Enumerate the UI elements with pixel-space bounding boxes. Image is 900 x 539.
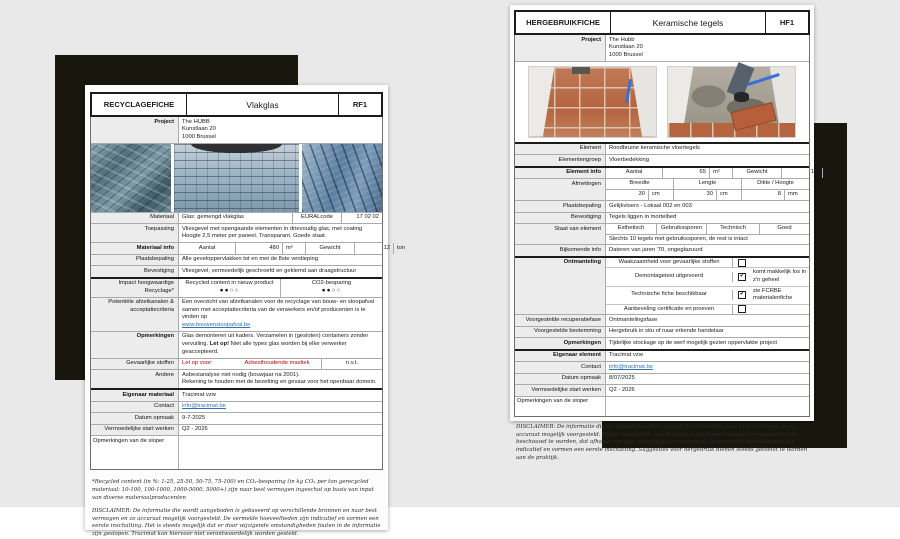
recuperatiefase-label: Voorgestelde recuperatiefase bbox=[515, 315, 606, 326]
check-label: Technische fiche beschikbaar bbox=[606, 290, 733, 300]
gewicht-unit: ton bbox=[393, 243, 408, 254]
dikte-hoogte-header: Dikte / Hoogte bbox=[741, 179, 809, 189]
start-werken-row bbox=[91, 424, 382, 436]
fiche-code-badge: RF1 bbox=[338, 94, 381, 115]
afmetingen-label: Afmetingen bbox=[515, 179, 606, 200]
lengte-unit: cm bbox=[716, 190, 741, 201]
element-info-row bbox=[515, 166, 835, 179]
toepassing-value: Vliesgevel met opengaande elementen in drievoudig glas, met coating Hoogte 2,5 meter per paneel. Transparant. Goede staat. bbox=[179, 224, 382, 242]
eigenaar-value: Tracimat vzw bbox=[179, 390, 382, 401]
dikte-value: 8 bbox=[741, 190, 784, 201]
check-row-demontagetest bbox=[606, 267, 809, 285]
impact-col1-rating: ●●○○ bbox=[219, 287, 240, 295]
start-werken-value: Q2 - 2026 bbox=[606, 385, 809, 396]
ontmanteling-label: Ontmanteling bbox=[515, 258, 606, 314]
opmerkingen-sloper-row bbox=[91, 435, 382, 469]
project-row bbox=[515, 35, 809, 61]
lengte-header: Lengte bbox=[673, 179, 741, 189]
opmerkingen-sloper-row bbox=[515, 396, 809, 416]
element-row bbox=[515, 142, 809, 155]
datum-opmaak-row bbox=[91, 412, 382, 424]
start-werken-row bbox=[515, 384, 809, 396]
eigenaar-label: Eigenaar materiaal bbox=[91, 390, 179, 401]
warn-value: Asbesthoudende mastiek bbox=[244, 360, 310, 367]
warn-status: n.v.t. bbox=[321, 359, 382, 370]
impact-col2-title: CO2-besparing bbox=[311, 279, 352, 286]
eigenaar-value: Tracimat vzw bbox=[606, 351, 809, 362]
fiche-type-label: RECYCLAGEFICHE bbox=[92, 94, 187, 115]
aantal-unit: m² bbox=[282, 243, 305, 254]
datum-opmaak-row bbox=[515, 373, 809, 385]
aantal-value: 480 bbox=[235, 243, 282, 254]
impact-col-co2 bbox=[280, 279, 382, 297]
gewicht-label: Gewicht bbox=[305, 243, 355, 254]
materiaal-row bbox=[91, 212, 382, 224]
photo-ceramic-tile-floor bbox=[528, 66, 657, 138]
afzetkanalen-text: Een overzicht van afzetkanalen voor de recyclage van bouw- en sloopafval samen met acceptatiecriteria van de verwerkers en/of producenten is te vinden op bbox=[182, 299, 375, 321]
staat-note: Slechts 10 tegels met gebruikssporen, de rest is intact bbox=[609, 235, 748, 242]
recycled-content-footnote: *Recycled content (in %: 1-25, 25-50, 50-75, 75-100) en CO₂-besparing (in kg CO₂ per ton gerecycled materiaal: 10-100, 100-1000, 1000-5000, 5000+) zijn naar best vermogen ingeschat op basis van input van diverse materiaalproducenten bbox=[92, 479, 374, 501]
opmerkingen-text-bold: Let op! bbox=[209, 341, 230, 347]
photo-glass-facade-low-angle bbox=[174, 144, 299, 212]
recuperatiefase-value: Ontmantelingsfase bbox=[606, 315, 809, 326]
check-label: Waakzaamheid voor gevaarlijke stoffen bbox=[606, 258, 733, 268]
project-row bbox=[91, 117, 382, 143]
door-gap bbox=[572, 67, 590, 74]
project-street: Kunstlaan 20 bbox=[609, 44, 643, 51]
dikte-unit: mm bbox=[784, 190, 809, 201]
element-value: Roodbruine keramische vloertegels bbox=[606, 144, 809, 155]
photo-strip bbox=[515, 61, 809, 142]
warn-label: Let op voor: bbox=[182, 360, 213, 367]
contact-row bbox=[91, 401, 382, 413]
euralcode-value: 17 02 02 bbox=[356, 214, 379, 221]
lengte-value: 30 bbox=[673, 190, 716, 201]
opmerkingen-sloper-label: Opmerkingen van de sloper bbox=[91, 436, 179, 469]
check-row-gevaarlijke-stoffen bbox=[606, 258, 809, 268]
fiche-type-label: HERGEBRUIKFICHE bbox=[516, 12, 611, 33]
project-city: 1000 Brussel bbox=[609, 51, 643, 58]
recuperatiefase-row bbox=[515, 314, 809, 326]
opmerkingen-value: Tijdelijke stockage op de werf mogelijk gezien oppervlakte project bbox=[606, 338, 809, 349]
bestemming-row bbox=[515, 326, 809, 338]
datum-opmaak-label: Datum opmaak bbox=[515, 374, 606, 385]
materiaal-value: Glas: gemengd vlakglas bbox=[182, 214, 244, 221]
afzetkanalen-value bbox=[179, 298, 382, 331]
datum-opmaak-value: 9-7-2025 bbox=[179, 413, 382, 424]
andere-line1: Asbestanalyse niet nodig (bouwjaar na 2001). bbox=[182, 371, 300, 378]
check-note bbox=[751, 308, 809, 310]
toepassing-row bbox=[91, 223, 382, 242]
checkbox-unchecked[interactable] bbox=[738, 259, 746, 267]
esthetisch-value: Gebruikssporen bbox=[656, 224, 706, 234]
bevestiging-label: Bevestiging bbox=[515, 213, 606, 224]
staat-label: Staat van element bbox=[515, 224, 606, 244]
opmerkingen-row bbox=[91, 331, 382, 358]
bevestiging-row bbox=[515, 212, 809, 224]
materiaal-info-label: Materiaal info bbox=[91, 243, 179, 254]
opmerkingen-text-after: Niet alle types glas worden bij elke verwerker geaccepteerd. bbox=[182, 341, 347, 355]
contact-email-link[interactable]: info@tracimat.be bbox=[609, 363, 653, 370]
elementengroep-value: Vloerbedekking bbox=[606, 155, 809, 166]
checkbox-checked[interactable]: ✔ bbox=[739, 273, 745, 280]
technisch-label: Technisch bbox=[706, 224, 759, 234]
eigenaar-row bbox=[515, 349, 809, 362]
breedte-unit: cm bbox=[648, 190, 673, 201]
project-name: The HUBB bbox=[182, 118, 210, 125]
check-label: Aanbeveling certificatie en proeven bbox=[606, 305, 733, 315]
plaatsbepaling-value: Alle geveloppervlakken tot en met de 8ste verdieping bbox=[179, 255, 382, 266]
andere-value bbox=[179, 370, 382, 388]
plaatsbepaling-value: Gelijkvloers - Lokaal 002 en 003 bbox=[606, 201, 809, 212]
andere-label: Andere bbox=[91, 370, 179, 388]
plaatsbepaling-row bbox=[515, 200, 809, 212]
elementengroep-label: Elementengroep bbox=[515, 155, 606, 166]
recyclagefiche-card bbox=[85, 85, 406, 538]
fiche-title: Keramische tegels bbox=[652, 17, 724, 28]
worker-glove bbox=[734, 92, 749, 102]
aantal-value: 65 bbox=[662, 168, 709, 179]
materiaal-info-row bbox=[91, 242, 406, 254]
check-label: Demontagetest uitgevoerd bbox=[606, 272, 733, 282]
check-note: zie FCRBE materialenfiche bbox=[753, 287, 793, 302]
fiche-code-badge: HF1 bbox=[765, 12, 808, 33]
hergebruikfiche-table bbox=[514, 35, 835, 417]
project-label: Project bbox=[91, 117, 179, 143]
breedte-value: 30 bbox=[638, 191, 645, 198]
blue-tape bbox=[625, 79, 632, 103]
opmerkingen-row bbox=[515, 337, 809, 349]
bevestiging-row bbox=[91, 265, 382, 277]
elementengroep-row bbox=[515, 154, 809, 166]
check-row-certificatie bbox=[606, 304, 809, 315]
project-city: 1000 Brussel bbox=[182, 133, 216, 140]
materiaal-label: Materiaal bbox=[91, 213, 179, 224]
eigenaar-row bbox=[91, 388, 382, 401]
opmerkingen-value bbox=[179, 332, 382, 358]
aantal-unit: m² bbox=[709, 168, 732, 179]
bijkomende-info-label: Bijkomende info bbox=[515, 245, 606, 256]
gewicht-unit: ton bbox=[822, 168, 837, 179]
project-value bbox=[606, 35, 809, 61]
gevaarlijke-stoffen-row bbox=[91, 358, 382, 370]
project-label: Project bbox=[515, 35, 606, 61]
wall-right bbox=[631, 67, 656, 137]
checkbox-unchecked[interactable] bbox=[738, 305, 746, 313]
bevestiging-value: Tegels liggen in mortelbed bbox=[606, 213, 809, 224]
opmerkingen-sloper-value[interactable] bbox=[606, 397, 809, 416]
toepassing-label: Toepassing bbox=[91, 224, 179, 242]
plaatsbepaling-row bbox=[91, 254, 382, 266]
datum-opmaak-value: 8/07/2025 bbox=[606, 374, 809, 385]
element-label: Element bbox=[515, 144, 606, 155]
afzetkanalen-link[interactable]: www.bouwensloopafval.be bbox=[182, 321, 251, 328]
remaining-tiles bbox=[668, 123, 795, 137]
checkbox-checked[interactable]: ✔ bbox=[739, 291, 745, 298]
esthetisch-label: Esthetisch bbox=[617, 225, 645, 232]
impact-col2-rating: ●●○○ bbox=[321, 287, 342, 295]
plaatsbepaling-label: Plaatsbepaling bbox=[91, 255, 179, 266]
impact-row bbox=[91, 277, 382, 297]
bevestiging-value: Vliesgevel, vermoedelijk geschroefd en geklemd aan draagstructuur bbox=[179, 266, 382, 277]
start-werken-label: Vermoedelijke start werken bbox=[91, 425, 179, 436]
andere-line2: Rekening te houden met de bezetting en gevaar voor het openbaar domein. bbox=[182, 379, 377, 386]
contact-label: Contact bbox=[515, 362, 606, 373]
gewicht-value: 1.3 bbox=[810, 169, 819, 176]
check-note: komt makkelijk los in z'n geheel bbox=[753, 269, 807, 283]
start-werken-value: Q2 - 2026 bbox=[179, 425, 382, 436]
contact-email-link[interactable]: info@tracimat.be bbox=[182, 403, 226, 410]
photo-glass-facade-detail bbox=[302, 144, 382, 212]
hergebruikfiche-card bbox=[510, 5, 835, 462]
afzetkanalen-label: Potentiële afzetkanalen & acceptatiecriteria bbox=[91, 298, 179, 331]
opmerkingen-sloper-label: Opmerkingen van de sloper bbox=[515, 397, 606, 416]
afzetkanalen-row bbox=[91, 297, 382, 331]
opmerkingen-label: Opmerkingen bbox=[515, 338, 606, 349]
recyclagefiche-header bbox=[90, 92, 383, 117]
impact-col-recycled-content bbox=[179, 279, 280, 297]
recyclagefiche-disclaimer: DISCLAIMER: De informatie die wordt aangeboden is gebaseerd op verschillende bronnen en naar best vermogen en zo accuraat mogelijk voorgesteld. De vermelde hoeveelheden zijn indicatief en vormen een eerste inschatting. Het is steeds mogelijk dat er door wijzigende omstandigheden fouten in de informatie zijn geslopen. Tracimat kan hiervoor niet verantwoordelijk worden gesteld. bbox=[92, 507, 381, 538]
opmerkingen-sloper-value[interactable] bbox=[179, 436, 382, 469]
project-name: The Hubb bbox=[609, 36, 635, 43]
bijkomende-info-row bbox=[515, 244, 809, 256]
gewicht-value: 12 bbox=[383, 244, 390, 251]
photo-tile-removal-by-hand bbox=[667, 66, 796, 138]
gewicht-label: Gewicht bbox=[732, 168, 782, 179]
bestemming-label: Voorgestelde bestemming bbox=[515, 327, 606, 338]
afmetingen-row bbox=[515, 178, 809, 200]
technisch-value: Goed bbox=[759, 224, 809, 234]
andere-row bbox=[91, 369, 382, 388]
staat-row bbox=[515, 223, 809, 244]
bestemming-value: Hergebruik in situ of naar erkende handelaar bbox=[606, 327, 809, 338]
element-info-label: Element info bbox=[515, 168, 606, 179]
bijkomende-info-value: Dateren van jaren '70, ongeglazuurd bbox=[606, 245, 809, 256]
gevaarlijke-stoffen-label: Gevaarlijke stoffen bbox=[91, 359, 179, 370]
aantal-label: Aantal bbox=[625, 169, 643, 176]
photo-broken-glass-shards bbox=[91, 144, 171, 212]
datum-opmaak-label: Datum opmaak bbox=[91, 413, 179, 424]
eigenaar-label: Eigenaar element bbox=[515, 351, 606, 362]
recyclagefiche-table bbox=[90, 117, 406, 470]
contact-label: Contact bbox=[91, 402, 179, 413]
hergebruikfiche-header bbox=[514, 10, 810, 35]
bevestiging-label: Bevestiging bbox=[91, 266, 179, 277]
photo-strip bbox=[91, 143, 382, 212]
aantal-label: Aantal bbox=[198, 244, 216, 251]
project-value bbox=[179, 117, 382, 143]
euralcode-label: EURALcode bbox=[292, 213, 342, 224]
impact-label: Impact hoogwaardige Recyclage* bbox=[91, 279, 179, 297]
fiche-title: Vlakglas bbox=[246, 99, 279, 110]
hergebruikfiche-disclaimer: DISCLAIMER: De informatie die de sloopdeskundige op de fiche vermeld is naar best vermogen en zo accuraat mogelijk voorgesteld. Bij het hergebruik van materialen dient een bepaald verliespercentage beschouwd te worden, dat afhangt van type bevestiging en materiaal. De vermelde hoeveelheden zijn indicatief en vormen een eerste inschatting. Suggesties voor hergebruik dienen steeds getoetst te worden aan de praktijk. bbox=[516, 423, 808, 462]
start-werken-label: Vermoedelijke start werken bbox=[515, 385, 606, 396]
opmerkingen-label: Opmerkingen bbox=[91, 332, 179, 358]
breedte-header: Breedte bbox=[629, 180, 650, 187]
ontmanteling-row bbox=[515, 256, 809, 314]
plaatsbepaling-label: Plaatsbepaling bbox=[515, 201, 606, 212]
project-street: Kunstlaan 20 bbox=[182, 126, 216, 133]
check-row-technische-fiche bbox=[606, 286, 809, 304]
impact-col1-title: Recycled content in nieuw product bbox=[185, 279, 274, 286]
contact-row bbox=[515, 361, 809, 373]
check-note bbox=[751, 262, 809, 264]
wall-left bbox=[529, 67, 554, 137]
opmerkingen-text-before: Glas demonteren uit kaders. Verzamelen in (gesloten) containers zonder vervuiling. bbox=[182, 333, 369, 347]
